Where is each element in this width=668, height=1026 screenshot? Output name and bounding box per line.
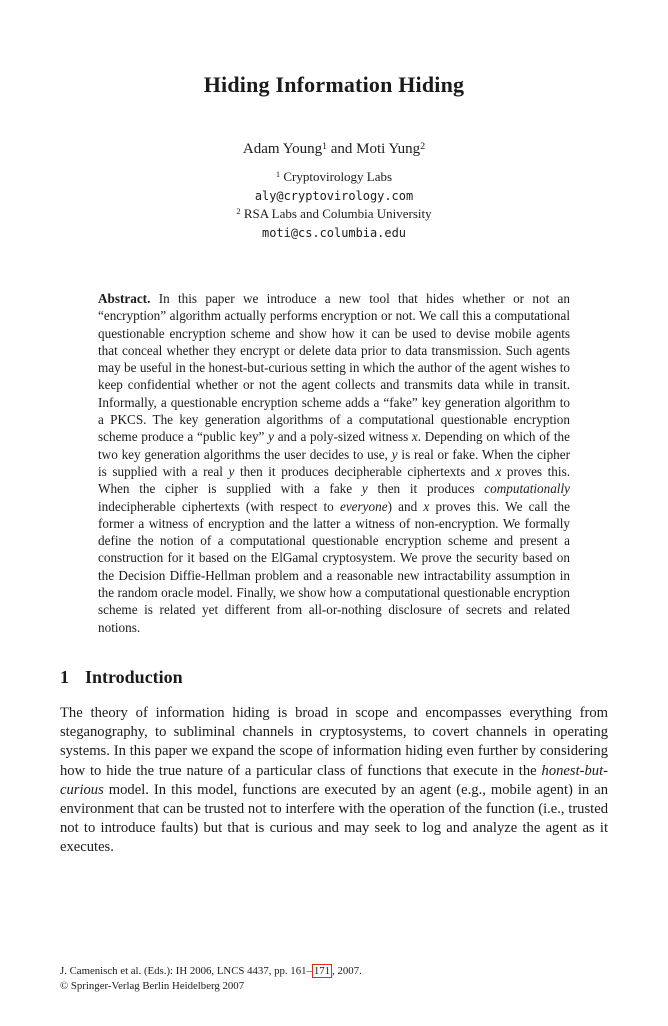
text-segment: everyone xyxy=(339,498,388,514)
text-segment: then it produces decipherable ciphertexts and xyxy=(234,463,496,479)
text-segment: honest-but-curious xyxy=(60,762,608,798)
text-segment: y xyxy=(391,446,398,462)
text-segment: x xyxy=(423,498,430,514)
abstract-body xyxy=(98,291,570,635)
affiliations-block xyxy=(60,168,608,242)
authors-line xyxy=(60,140,608,159)
text-segment: y xyxy=(361,481,368,497)
text-segment: and a poly-sized witness xyxy=(273,429,412,445)
text-segment: model. In this model, functions are executed by an agent (e.g., mobile agent) in an environment that can be trusted not to interfere with the operation of the function (i.e., trusted not to introduce faults) but that is curious and may seek to log and analyze the agent as it executes. xyxy=(60,781,608,856)
text-segment: 1 xyxy=(275,169,281,180)
text-segment: y xyxy=(228,463,235,479)
footer xyxy=(60,964,608,993)
text-segment: aly@cryptovirology.com xyxy=(254,188,414,203)
text-segment: then it produces xyxy=(367,481,485,497)
affiliation-2 xyxy=(60,205,608,224)
text-segment: 2 xyxy=(236,206,241,217)
text-segment: . Depending on which of the two key generation algorithms the user decides to use, xyxy=(98,429,570,462)
footer-citation xyxy=(60,964,608,979)
affiliation-1-email xyxy=(60,187,608,206)
text-segment: , 2007. xyxy=(332,965,362,977)
text-segment: 1 xyxy=(322,140,327,152)
text-segment: 2 xyxy=(420,140,426,152)
text-segment: The theory of information hiding is broad in scope and encompasses everything from steganography, to subliminal channels in cryptosystems, to covert channels in operating systems. In this paper we expand the scope of information hiding even further by considering how to hide the true nature of a particular class of functions that execute in the xyxy=(60,704,608,779)
intro-paragraph xyxy=(60,704,608,858)
affiliation-1 xyxy=(60,168,608,187)
text-segment: In this paper we introduce a new tool that hides whether or not an “encryption” algorithm actually performs encryption or not. We call this a computational questionable encryption scheme and show how it can be used to devise mobile agents that conceal whether they encrypt or delete data prior to data transmission. Such agents may be useful in the honest-but-curious setting in which the author of the agent wishes to keep confidential whether or not the agent collects and transmits data while in transit. Informally, a questionable encryption scheme adds a “fake” key generation algorithm to a PKCS. The key generation algorithms of a computational questionable encryption scheme produce a “public key” xyxy=(98,291,570,445)
text-segment: moti@cs.columbia.edu xyxy=(262,225,406,240)
text-segment: and Moti Yung xyxy=(326,141,421,157)
text-segment: Cryptovirology Labs xyxy=(280,169,393,184)
section-heading xyxy=(60,666,608,688)
page-range-link[interactable]: 171 xyxy=(313,965,331,977)
paper-title: Hiding Information Hiding xyxy=(203,72,465,97)
text-segment: proves this. When the cipher is supplied with a fake xyxy=(98,463,570,497)
text-segment: RSA Labs and Columbia University xyxy=(240,206,432,221)
text-segment: x xyxy=(495,463,502,479)
abstract-label: Abstract. xyxy=(98,291,151,306)
text-segment: ) and xyxy=(387,498,424,514)
section-number: 1 xyxy=(60,666,69,687)
text-segment: computationally xyxy=(484,481,570,497)
text-segment: y xyxy=(268,429,274,445)
section-title: Introduction xyxy=(85,666,183,687)
text-segment: Adam Young xyxy=(242,141,323,157)
abstract-block xyxy=(98,290,570,636)
text-segment: indecipherable ciphertexts (with respect to xyxy=(98,498,340,514)
text-segment: x xyxy=(411,429,418,445)
text-segment: proves this. We call the former a witness of encryption and the latter a witness of non-encryption. We formally define the notion of a computational questionable encryption scheme and present a construction for it based on the ElGamal cryptosystem. We prove the security based on the Decision Diffie-Hellman problem and a reasonable new intractability assumption in the random oracle model. Finally, we show how a computational questionable encryption scheme is related yet different from all-or-nothing disclosure of secrets and related notions. xyxy=(98,498,570,635)
text-segment: J. Camenisch et al. (Eds.): IH 2006, LNCS 4437, pp. 161– xyxy=(60,965,312,977)
footer-copyright: © Springer-Verlag Berlin Heidelberg 2007 xyxy=(60,979,245,992)
affiliation-2-email xyxy=(60,224,608,243)
text-segment: is real or fake. When the cipher is supplied with a real xyxy=(98,446,570,479)
